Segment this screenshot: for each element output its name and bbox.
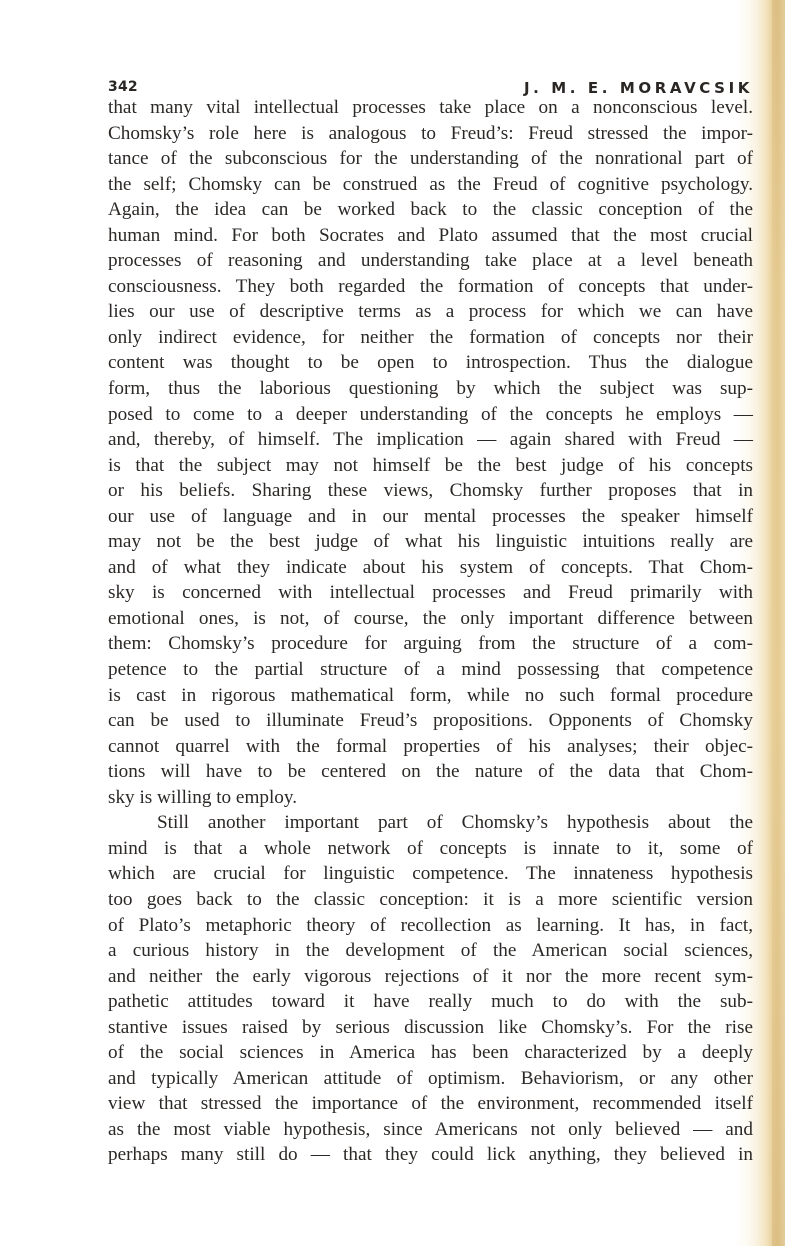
- text-line: Chomsky’s role here is analogous to Freud’s: Freud stressed the impor-: [108, 122, 753, 144]
- page-edge-shadow: [772, 0, 785, 1246]
- paragraph-1: [108, 95, 753, 810]
- text-line: Again, the idea can be worked back to the classic conception of the: [108, 199, 753, 221]
- text-line: form, thus the laborious questioning by which the subject was sup-: [108, 378, 753, 400]
- text-line: only indirect evidence, for neither the formation of concepts nor their: [108, 326, 753, 348]
- page-number: 342: [108, 79, 138, 95]
- text-line: view that stressed the importance of the environment, recommended itself: [108, 1093, 753, 1115]
- text-line: is that the subject may not himself be the best judge of his concepts: [108, 454, 753, 476]
- text-line: tance of the subconscious for the understanding of the nonrational part of: [108, 148, 753, 170]
- text-line: processes of reasoning and understanding take place at a level beneath: [108, 250, 753, 272]
- text-line: human mind. For both Socrates and Plato assumed that the most crucial: [108, 224, 753, 246]
- text-line: which are crucial for linguistic competence. The innateness hypothesis: [108, 863, 753, 885]
- text-line: posed to come to a deeper understanding of the concepts he employs —: [108, 403, 753, 425]
- text-line: of the social sciences in America has been characterized by a deeply: [108, 1042, 753, 1064]
- text-line: is cast in rigorous mathematical form, while no such formal procedure: [108, 684, 753, 706]
- text-line: and of what they indicate about his system of concepts. That Chom-: [108, 556, 753, 578]
- text-line: stantive issues raised by serious discussion like Chomsky’s. For the rise: [108, 1016, 753, 1038]
- body-text: [108, 95, 753, 1168]
- text-line: or his beliefs. Sharing these views, Chomsky further proposes that in: [108, 480, 753, 502]
- text-line: cannot quarrel with the formal properties of his analyses; their objec-: [108, 735, 753, 757]
- text-line: and, thereby, of himself. The implication — again shared with Freud —: [108, 429, 753, 451]
- text-line: content was thought to be open to introspection. Thus the dialogue: [108, 352, 753, 374]
- paragraph-2: [108, 810, 753, 1168]
- text-line: can be used to illuminate Freud’s propositions. Opponents of Chomsky: [108, 710, 753, 732]
- text-line: pathetic attitudes toward it have really much to do with the sub-: [108, 991, 753, 1013]
- text-line: Still another important part of Chomsky’s hypothesis about the: [157, 812, 753, 834]
- text-line: petence to the partial structure of a mind possessing that competence: [108, 659, 753, 681]
- text-line: consciousness. They both regarded the formation of concepts that under-: [108, 275, 753, 297]
- text-line: our use of language and in our mental processes the speaker himself: [108, 505, 753, 527]
- running-head-author: J. M. E. MORAVCSIK: [523, 79, 753, 97]
- text-line: them: Chomsky’s procedure for arguing from the structure of a com-: [108, 633, 753, 655]
- text-line: perhaps many still do — that they could lick anything, they believed in: [108, 1144, 753, 1166]
- text-line: tions will have to be centered on the nature of the data that Chom-: [108, 761, 753, 783]
- text-line: of Plato’s metaphoric theory of recollection as learning. It has, in fact,: [108, 914, 753, 936]
- text-line: too goes back to the classic conception: it is a more scientific version: [108, 888, 753, 910]
- text-line: sky is willing to employ.: [108, 786, 298, 808]
- text-line: may not be the best judge of what his linguistic intuitions really are: [108, 531, 753, 553]
- text-line: mind is that a whole network of concepts is innate to it, some of: [108, 837, 753, 859]
- text-line: the self; Chomsky can be construed as the Freud of cognitive psychology.: [108, 173, 753, 195]
- text-line: a curious history in the development of the American social sciences,: [108, 940, 753, 962]
- text-line: sky is concerned with intellectual processes and Freud primarily with: [108, 582, 753, 604]
- text-line: lies our use of descriptive terms as a process for which we can have: [108, 301, 753, 323]
- text-line: emotional ones, is not, of course, the only important difference between: [108, 607, 753, 629]
- text-line: that many vital intellectual processes take place on a nonconscious level.: [108, 97, 753, 118]
- text-line: as the most viable hypothesis, since Americans not only believed — and: [108, 1118, 753, 1140]
- text-line: and typically American attitude of optimism. Behaviorism, or any other: [108, 1067, 753, 1089]
- text-line: and neither the early vigorous rejections of it nor the more recent sym-: [108, 965, 753, 987]
